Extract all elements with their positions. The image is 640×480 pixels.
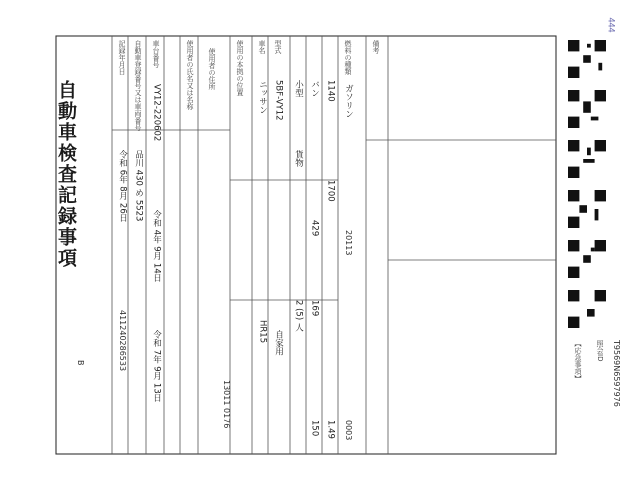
gross: 1700 bbox=[325, 180, 336, 202]
ref-id: T9569N6597976 bbox=[612, 340, 621, 407]
record-number: 411240286533 bbox=[118, 310, 127, 372]
engine: HR15 bbox=[257, 320, 268, 344]
inquiry-label: 【応急事項】 bbox=[574, 340, 582, 382]
address-label: 使用者の住所 bbox=[208, 48, 216, 90]
model-label: 型式 bbox=[274, 40, 282, 54]
document-title: 自動車検査記録事項 bbox=[55, 80, 77, 269]
qr-code-3 bbox=[568, 140, 606, 178]
capacity: 2 (5) 人 bbox=[293, 300, 304, 332]
qr-code-2 bbox=[568, 90, 606, 128]
car-number: 品川 430 め 5523 bbox=[133, 150, 144, 222]
qr-code-4 bbox=[568, 190, 606, 228]
qr-code-6 bbox=[568, 290, 606, 328]
car-number-label: 自動車登録番号又は車両番号 bbox=[134, 40, 142, 131]
expiry: 令和 7年 9月 13日 bbox=[151, 330, 162, 403]
qr-code-5 bbox=[568, 240, 606, 278]
model: 5BF-VY12 bbox=[273, 80, 284, 121]
use: 貨物 bbox=[293, 150, 304, 167]
base-label: 使用の本拠の位置 bbox=[236, 40, 244, 96]
code-c: 20113 bbox=[344, 230, 353, 256]
body: バン bbox=[309, 80, 320, 97]
remarks-label: 備考 bbox=[372, 40, 380, 54]
fuel: ガソリン bbox=[343, 84, 354, 118]
ref-label: 照会ID bbox=[596, 340, 604, 362]
record-date-label: 記録年月日 bbox=[118, 40, 126, 75]
margin-number: 444 bbox=[606, 17, 617, 33]
maker-label: 車名 bbox=[258, 40, 266, 54]
header-top: B bbox=[76, 360, 85, 366]
first-reg: 令和 4年 9月 14日 bbox=[151, 210, 162, 283]
record-date: 令和 6年 8月 26日 bbox=[117, 150, 128, 223]
usage: 自家用 bbox=[273, 330, 284, 356]
length: 429 bbox=[309, 220, 320, 237]
height: 150 bbox=[309, 420, 320, 437]
displacement: 1.49 bbox=[325, 420, 336, 439]
maker: ニッサン bbox=[257, 80, 268, 114]
width: 169 bbox=[309, 300, 320, 317]
fuel-label: 燃料の種類 bbox=[344, 40, 352, 75]
size-class: 小型 bbox=[293, 80, 304, 97]
weight: 1140 bbox=[325, 80, 336, 102]
vin-label: 車台番号 bbox=[152, 40, 160, 68]
owner-label: 使用者の氏名又は名称 bbox=[186, 40, 194, 110]
code-a: 13011 0176 bbox=[222, 380, 231, 429]
qr-code-1 bbox=[568, 40, 606, 78]
vin: VY12-220602 bbox=[151, 84, 162, 142]
code-b: 0003 bbox=[344, 420, 353, 441]
